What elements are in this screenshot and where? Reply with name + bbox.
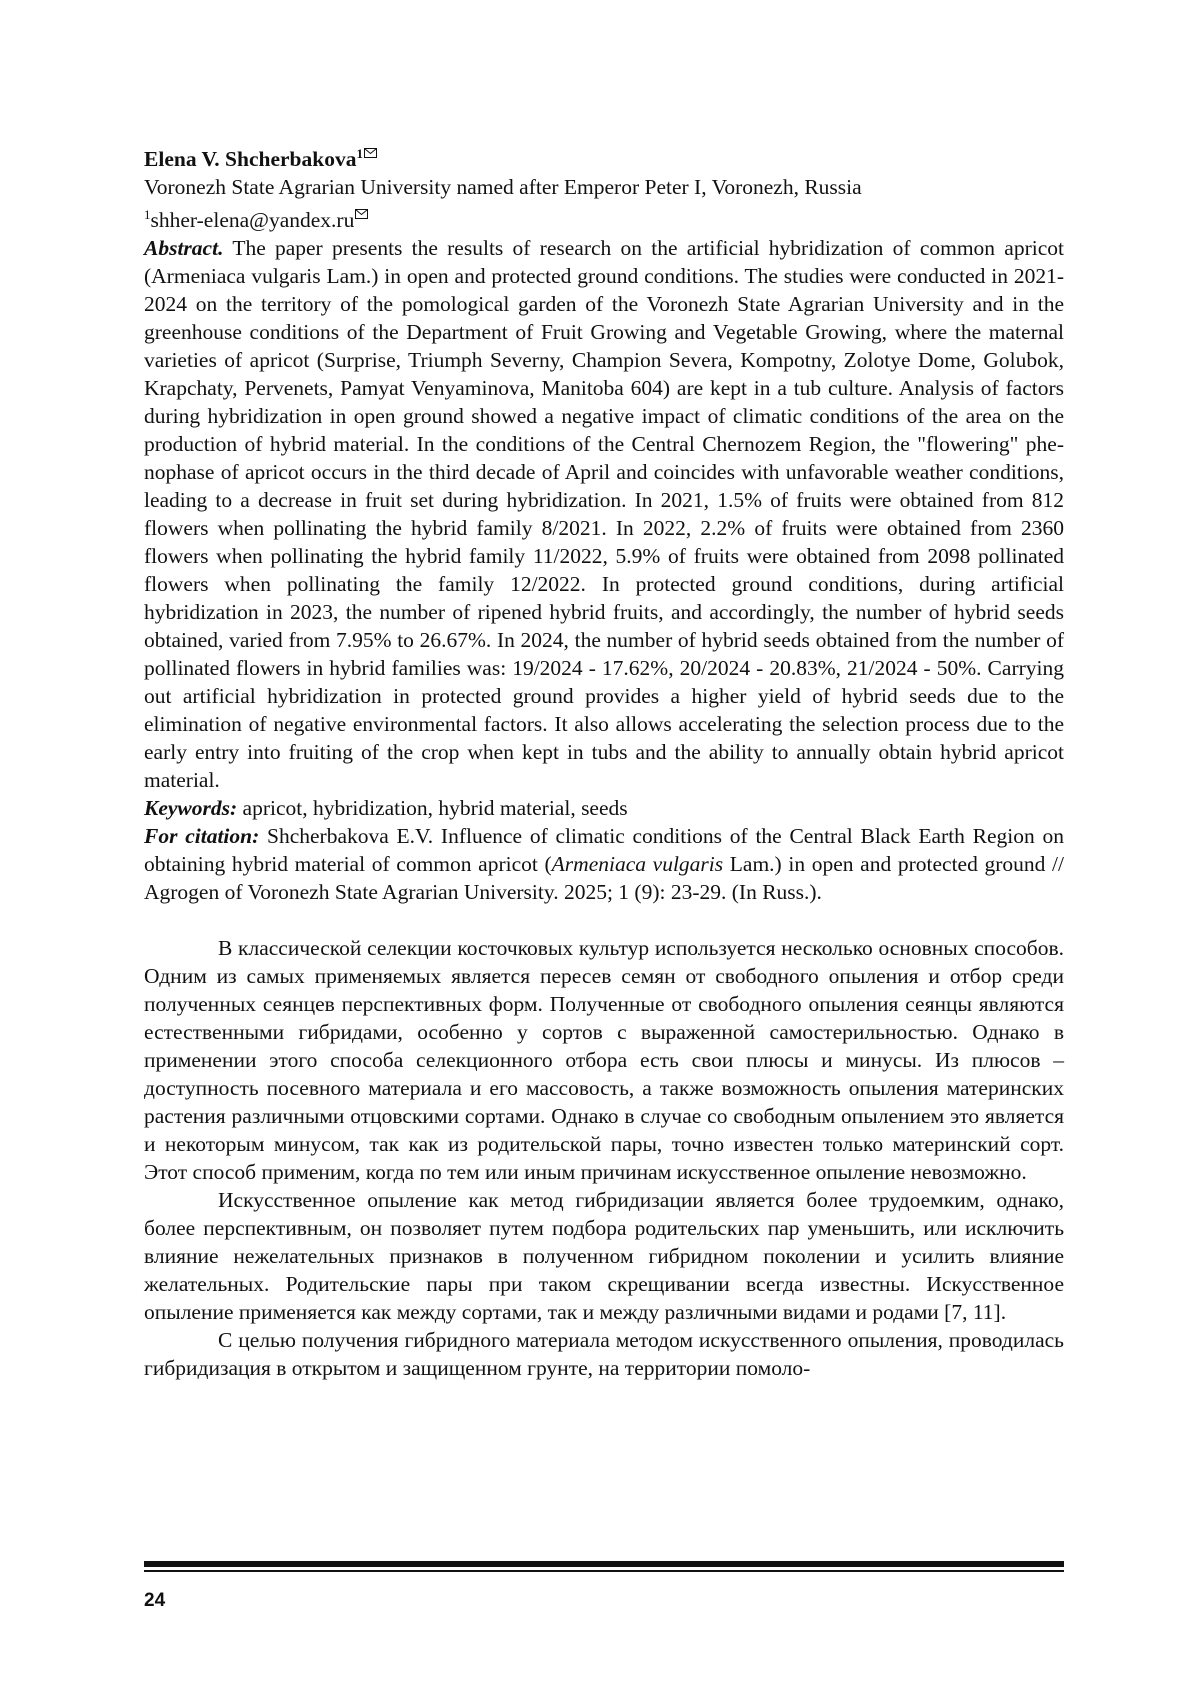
abstract-block xyxy=(144,234,1064,794)
keywords-text: apricot, hybridization, hybrid material, seeds xyxy=(242,796,628,821)
abstract-text: The paper presents the results of research on the artificial hybridization of common apricot (Armeniaca vulgaris Lam.) in open and protected ground conditions. The studies were conducted in 2021-2024 on the territory of the pomological garden of the Voronezh State Agrarian University and in the greenhouse conditions of the Department of Fruit Growing and Vegetable Growing, where the maternal varieties of apricot (Surprise, Triumph Severny, Champion Severa, Kompotny, Zolotye Dome, Golubok, Krapchaty, Pervenets, Pamyat Venyaminova, Manitoba 604) are kept in a tub culture. Analysis of factors during hybridization in open ground showed a negative impact of climatic conditions of the area on the production of hybrid material. In the conditions of the Central Chernozem Region, the "flowering" phenophase of apricot occurs in the third decade of April and coincides with unfavorable weather conditions, leading to a decrease in fruit set during hybridization. In 2021, 1.5% of fruits were obtained from 812 flowers when pollinating the hybrid family 8/2021. In 2022, 2.2% of fruits were obtained from 2360 flowers when pollinating the hybrid family 11/2022, 5.9% of fruits were obtained from 2098 pollinated flowers when pollinating the family 12/2022. In protected ground conditions, during artificial hybridization in 2023, the number of ripened hybrid fruits, and accordingly, the number of hybrid seeds obtained, varied from 7.95% to 26.67%. In 2024, the number of hybrid seeds obtained from the number of pollinated flowers in hybrid families was: 19/2024 - 17.62%, 20/2024 - 20.83%, 21/2024 - 50%. Carrying out artificial hybridization in protected ground provides a higher yield of hybrid seeds due to the elimination of negative environmental factors. It also allows accelerating the selection process due to the early entry into fruiting of the crop when kept in tubs and the ability to annually obtain hybrid apricot material. xyxy=(144,236,1064,793)
citation-label: For citation: xyxy=(144,824,260,849)
article-page xyxy=(144,140,1064,1382)
body-paragraph: Искусственное опыление как метод гибридизации является более трудоемким, однако, более перспективным, он позволяет путем подбора родительских пар уменьшить, или исключить влияние нежелательных признаков в полученном гибридном поколении и усилить влияние желательных. Родительские пары при таком скрещивании всегда известны. Искусственное опыление применяется как между сортами, так и между различными видами и родами [7, 11]. xyxy=(144,1188,1064,1325)
email-sup: 1 xyxy=(144,207,151,223)
author-email-line xyxy=(144,201,1064,234)
author-affiliation: Voronezh State Agrarian University named after Emperor Peter I, Voronezh, Russia xyxy=(144,175,862,200)
envelope-icon xyxy=(355,209,368,219)
author-name-line xyxy=(144,140,1064,173)
author-email[interactable]: shher-elena@yandex.ru xyxy=(150,208,355,233)
section-spacer xyxy=(144,906,1064,934)
author-affiliation-sup: 1 xyxy=(356,146,363,161)
page-number: 24 xyxy=(144,1590,166,1611)
citation-text-before: Shcherbakova E.V. Influence of climatic conditions of the Central Black Earth Region on obtaining hybrid material of common apricot ( xyxy=(144,824,1065,877)
footer-rule-thin xyxy=(144,1570,1064,1572)
envelope-icon xyxy=(364,148,377,158)
citation-block xyxy=(144,822,1064,906)
citation-species: Armeniaca vulgaris xyxy=(551,852,724,877)
keywords-label: Keywords: xyxy=(144,796,238,821)
citation-text-after: Lam.) in open and protected ground // Agrogen of Voronezh State Agrarian University. 2025; 1 (9): 23-29. (In Russ.). xyxy=(144,852,1065,905)
body-paragraph: В классической селекции косточковых культур используется несколько основных способов. Одним из самых применяемых является пересев семян от свободного опыления и отбор среди полученных сеянцев перспективных форм. Полученные от свободного опыления сеянцы являются естественными гибридами, особенно у сортов с выраженной самостерильностью. Однако в применении этого способа селекционного отбора есть свои плюсы и минусы. Из плюсов – доступность посевного материала и его массовость, а также возможность опыления материнских растения различными отцовскими сортами. Однако в случае со свободным опылением это является и некоторым минусом, так как из родительской пары, точно известен только материнский сорт. Этот способ применим, когда по тем или иным причинам искусственное опыление невозможно. xyxy=(144,936,1064,1185)
keywords-block xyxy=(144,794,1064,822)
abstract-label: Abstract. xyxy=(144,236,224,261)
author-name: Elena V. Shcherbakova xyxy=(144,147,357,172)
body-paragraph: С целью получения гибридного материала методом искусственного опыления, проводилась гибридизация в открытом и защищенном грунте, на территории помоло- xyxy=(144,1328,1064,1381)
body-text xyxy=(144,934,1064,1382)
footer-rule xyxy=(144,1561,1064,1572)
